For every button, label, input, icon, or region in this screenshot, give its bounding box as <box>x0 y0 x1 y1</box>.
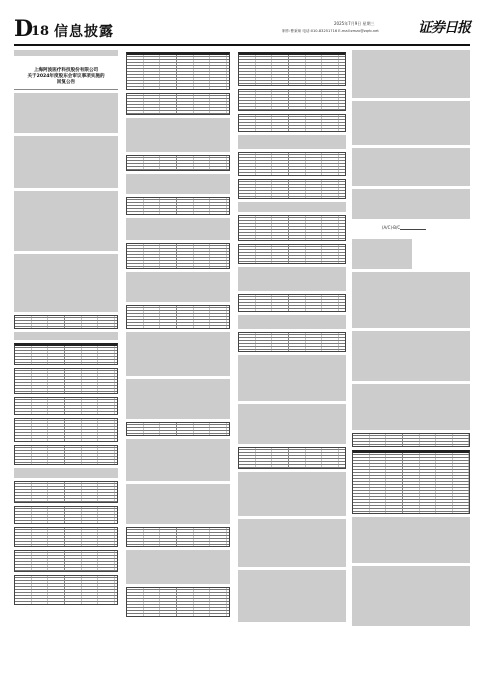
text-block <box>352 189 470 219</box>
data-table <box>14 506 118 524</box>
data-table <box>238 114 346 132</box>
data-table <box>352 433 470 447</box>
data-table <box>126 422 230 436</box>
editor-contact: 制作:曹秉琛 电话:010-83251716 E-mail:zmzx@zqrb.net <box>282 29 379 33</box>
text-block <box>14 93 118 133</box>
data-table <box>126 243 230 269</box>
text-block <box>352 148 470 186</box>
text-block <box>352 101 470 145</box>
column-2 <box>126 50 230 682</box>
text-block <box>238 267 346 291</box>
data-table <box>238 215 346 241</box>
text-block <box>352 50 470 98</box>
data-table <box>238 332 346 352</box>
data-table <box>238 152 346 176</box>
data-table <box>14 368 118 394</box>
data-table <box>14 445 118 465</box>
text-block <box>126 332 230 376</box>
article-heading <box>14 66 118 90</box>
text-block <box>126 118 230 152</box>
section-letter: D <box>14 16 34 42</box>
data-table <box>238 447 346 469</box>
data-table <box>238 89 346 111</box>
data-table <box>126 52 230 90</box>
text-block <box>238 404 346 444</box>
text-block <box>126 379 230 419</box>
data-table <box>14 315 118 329</box>
data-table <box>14 550 118 572</box>
data-table <box>126 587 230 617</box>
text-block <box>14 254 118 312</box>
text-block <box>238 135 346 149</box>
text-block <box>352 517 470 563</box>
text-block <box>14 136 118 188</box>
section-number: 18 <box>31 24 50 39</box>
data-table <box>238 294 346 312</box>
company-name: 上海阿波医疗科技股份有限公司 <box>33 68 99 73</box>
text-block <box>14 50 118 56</box>
text-block <box>238 355 346 401</box>
fraction-bar <box>400 229 426 230</box>
text-block <box>126 272 230 302</box>
section-title: 信息披露 <box>54 24 114 40</box>
column-1 <box>14 50 118 682</box>
data-table <box>126 305 230 329</box>
masthead <box>14 16 470 46</box>
text-block <box>126 174 230 194</box>
column-3 <box>238 50 346 682</box>
formula-text: (A/C)-B/C <box>382 225 401 230</box>
data-table <box>14 397 118 415</box>
issue-date: 2025年7月9日 星期三 <box>334 21 375 26</box>
text-block <box>352 272 470 328</box>
data-table <box>238 52 346 86</box>
text-block <box>126 484 230 524</box>
data-table <box>238 244 346 264</box>
article-title-line1: 关于2024年度股东会审议事项实施的 <box>27 74 105 79</box>
column-4 <box>352 50 470 682</box>
formula <box>352 223 470 235</box>
text-block <box>14 468 118 478</box>
text-block <box>14 332 118 340</box>
data-table <box>352 450 470 514</box>
data-table <box>126 527 230 547</box>
text-block <box>352 566 470 626</box>
data-table <box>14 418 118 442</box>
newspaper-logo: 证券日报 <box>418 20 470 36</box>
data-table <box>14 575 118 605</box>
text-block <box>238 202 346 212</box>
text-block <box>238 570 346 622</box>
text-block <box>126 439 230 481</box>
text-block <box>126 550 230 584</box>
text-block <box>238 519 346 567</box>
data-table <box>238 179 346 199</box>
data-table <box>14 343 118 365</box>
text-block <box>352 331 470 381</box>
data-table <box>126 155 230 171</box>
article-title-line2: 回复公告 <box>56 80 76 85</box>
data-table <box>126 93 230 115</box>
text-block <box>238 315 346 329</box>
data-table <box>14 481 118 503</box>
data-table <box>14 527 118 547</box>
text-block <box>238 472 346 516</box>
text-block <box>352 239 412 269</box>
data-table <box>126 197 230 215</box>
text-block <box>126 218 230 240</box>
text-block <box>14 191 118 251</box>
text-block <box>352 384 470 430</box>
